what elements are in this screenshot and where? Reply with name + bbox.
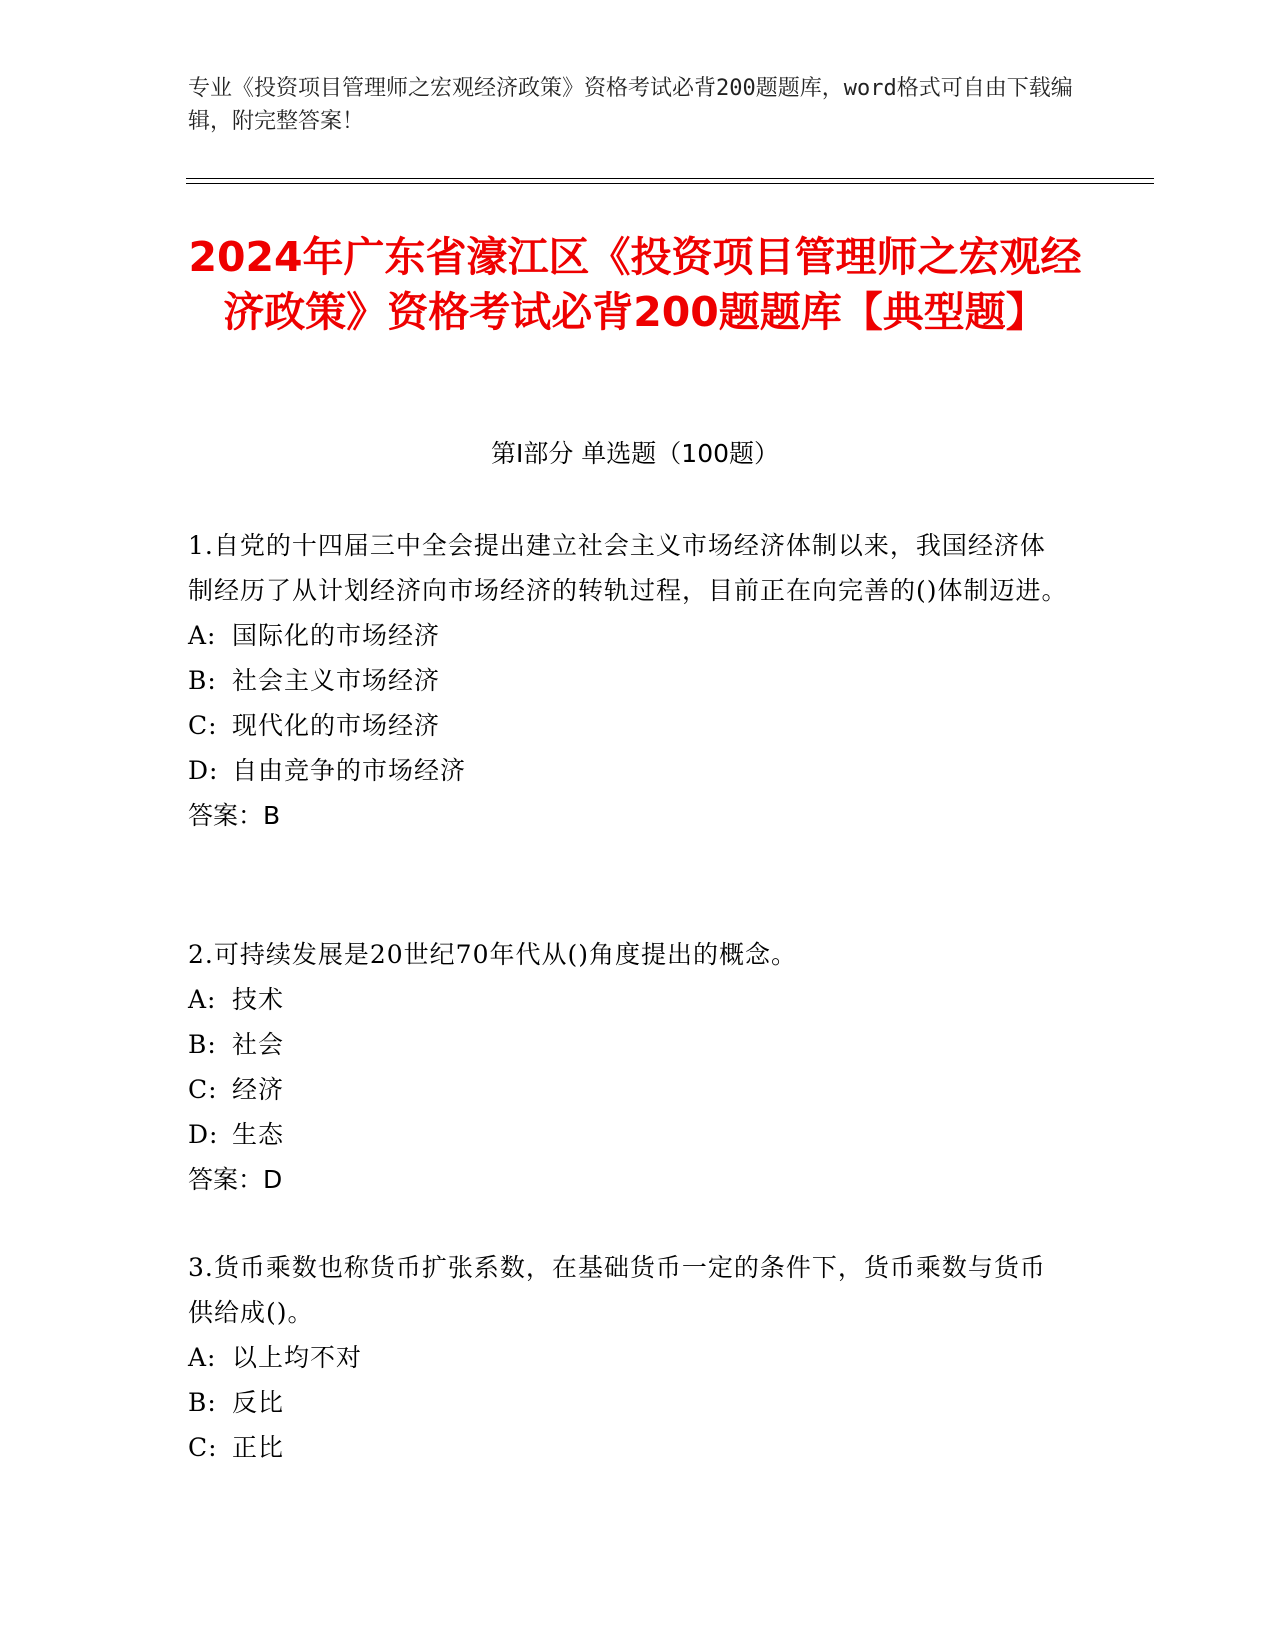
answer-label: 答案：B (188, 801, 281, 830)
option-text: 自由竞争的市场经济 (232, 756, 467, 785)
question-3 (188, 1245, 1068, 1470)
option-text: 生态 (232, 1120, 285, 1149)
header-divider-top (186, 178, 1154, 179)
option-letter: C: (188, 711, 218, 740)
option-letter: B: (188, 1030, 217, 1059)
option-text: 技术 (232, 985, 285, 1014)
option-text: 现代化的市场经济 (232, 711, 441, 740)
option-text: 反比 (232, 1388, 285, 1417)
option-letter: D: (188, 756, 219, 785)
option-b (188, 658, 1068, 703)
option-letter: B: (188, 666, 217, 695)
document-title: 2024年广东省濠江区《投资项目管理师之宏观经济政策》资格考试必背200题题库【典型题】 (188, 233, 1082, 336)
option-text: 社会主义市场经济 (232, 666, 441, 695)
question-2 (188, 932, 1068, 1202)
question-stem: 3.货币乘数也称货币扩张系数，在基础货币一定的条件下，货币乘数与货币供给成()。 (188, 1253, 1046, 1327)
option-c (188, 1067, 1068, 1112)
option-letter: A: (188, 985, 217, 1014)
option-b (188, 1380, 1068, 1425)
option-text: 经济 (232, 1075, 285, 1104)
option-letter: A: (188, 621, 217, 650)
option-letter: B: (188, 1388, 217, 1417)
option-a (188, 977, 1068, 1022)
section-title: 第I部分 单选题（100题） (490, 439, 780, 468)
question-1 (188, 523, 1068, 838)
option-a (188, 613, 1068, 658)
option-d (188, 1112, 1068, 1157)
option-text: 社会 (232, 1030, 285, 1059)
option-text: 正比 (232, 1433, 285, 1462)
option-a (188, 1335, 1068, 1380)
question-stem: 1.自党的十四届三中全会提出建立社会主义市场经济体制以来，我国经济体制经历了从计划经济向市场经济的转轨过程，目前正在向完善的()体制迈进。 (188, 531, 1068, 605)
option-letter: C: (188, 1433, 218, 1462)
option-letter: C: (188, 1075, 218, 1104)
answer-label: 答案：D (188, 1165, 283, 1194)
option-letter: A: (188, 1343, 217, 1372)
option-text: 国际化的市场经济 (232, 621, 441, 650)
option-b (188, 1022, 1068, 1067)
header-note: 专业《投资项目管理师之宏观经济政策》资格考试必背200题题库，word格式可自由下载编辑，附完整答案！ (188, 76, 1073, 134)
option-d (188, 748, 1068, 793)
option-text: 以上均不对 (232, 1343, 363, 1372)
option-c (188, 703, 1068, 748)
option-c (188, 1425, 1068, 1470)
header-divider-bottom (186, 183, 1154, 184)
option-letter: D: (188, 1120, 219, 1149)
question-stem: 2.可持续发展是20世纪70年代从()角度提出的概念。 (188, 940, 797, 969)
